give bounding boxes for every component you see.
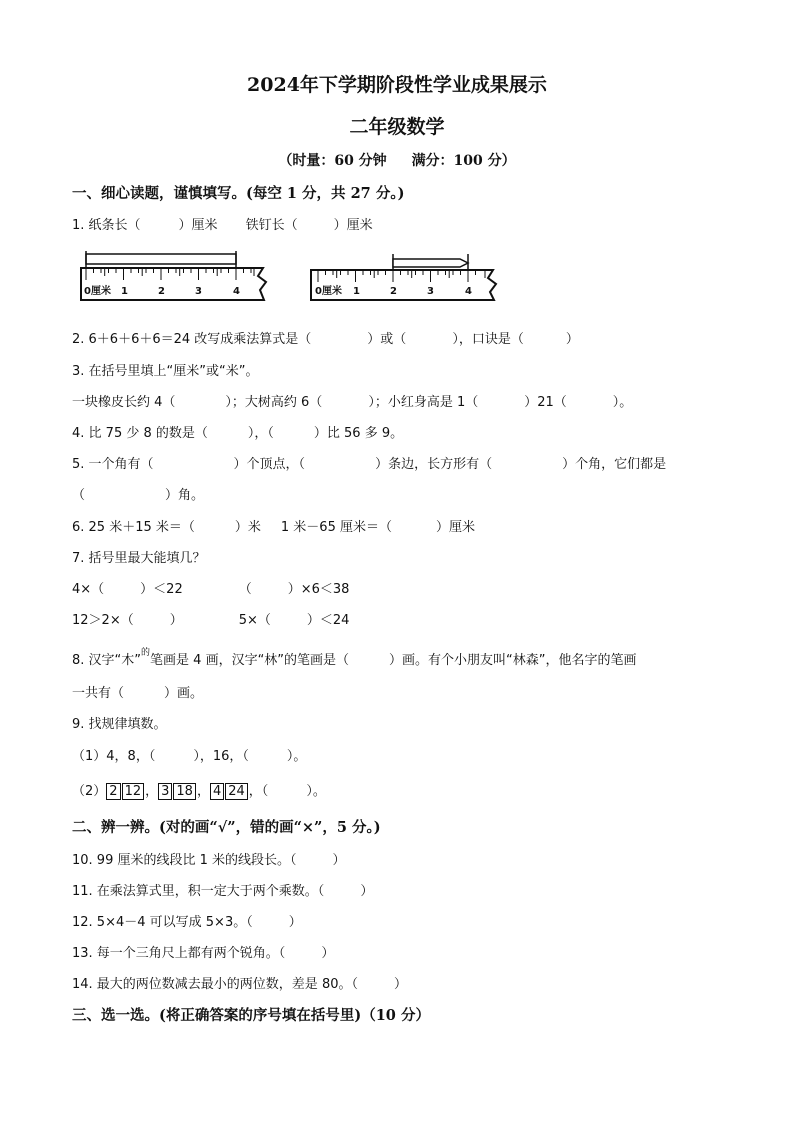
question-4: 4. 比 75 少 8 的数是（ ），（ ）比 56 多 9。: [72, 426, 404, 441]
question-5: 5. 一个角有（ ）个顶点，（ ）条边，长方形有（ ）个角，它们都是: [72, 457, 667, 472]
question-11: 11. 在乘法算式里，积一定大于两个乘数。（ ）: [72, 884, 374, 899]
box-number: 18: [173, 783, 196, 800]
ruler2-tick-4: 4: [465, 286, 472, 297]
ruler-nail: [308, 252, 503, 304]
ruler2-tick-0: 0厘米: [315, 286, 342, 297]
box-number: 4: [210, 783, 224, 800]
box-number: 24: [225, 783, 248, 800]
full-score: 满分：100 分）: [411, 153, 516, 169]
question-8-cont: 一共有（ ）画。: [72, 686, 204, 701]
question-9-part2: （2） 2 12 ， 3 18 ， 4 24 ，（ ）。: [72, 784, 326, 799]
exam-info: [0, 150, 794, 170]
time-limit: （时量：60 分钟: [278, 153, 387, 169]
question-10: 10. 99 厘米的线段比 1 米的线段长。（ ）: [72, 853, 346, 868]
ruler1-tick-0: 0厘米: [84, 286, 111, 297]
exam-subject: 二年级数学: [349, 116, 445, 138]
ruler2-tick-2: 2: [390, 286, 397, 297]
question-6: 6. 25 米＋15 米＝（ ）米 1 米－65 厘米＝（ ）厘米: [72, 520, 475, 535]
ruler1-tick-2: 2: [158, 286, 165, 297]
exam-title: 2024年下学期阶段性学业成果展示: [247, 74, 547, 96]
box-number: 3: [158, 783, 172, 800]
ruler2-tick-3: 3: [427, 286, 434, 297]
section-3-heading: 三、选一选。(将正确答案的序号填在括号里)（10 分）: [72, 1007, 430, 1024]
section-1-heading: 一、细心读题，谨慎填写。(每空 1 分，共 27 分。): [72, 185, 405, 202]
ruler1-tick-3: 3: [195, 286, 202, 297]
question-7-row1: 4×（ ）＜22 （ ）×6＜38: [72, 582, 350, 597]
question-13: 13. 每一个三角尺上都有两个锐角。（ ）: [72, 946, 335, 961]
question-7-title: 7. 括号里最大能填几？: [72, 551, 206, 566]
ruler2-tick-1: 1: [353, 286, 360, 297]
question-8: 8. 汉字“木”$^的$笔画是 4 画，汉字“林”的笔画是（ ）画。有个小朋友叫“林森”，他名字的笔画: [72, 648, 637, 668]
question-2: 2. 6＋6＋6＋6＝24 改写成乘法算式是（ ）或（ ），口诀是（ ）: [72, 332, 579, 347]
question-3-title: 3. 在括号里填上“厘米”或“米”。: [72, 364, 259, 379]
box-number: 2: [106, 783, 120, 800]
question-9-title: 9. 找规律填数。: [72, 717, 167, 732]
question-7-row2: 12＞2×（ ） 5×（ ）＜24: [72, 613, 350, 628]
question-14: 14. 最大的两位数减去最小的两位数，差是 80。（ ）: [72, 977, 407, 992]
question-1: 1. 纸条长（ ）厘米 铁钉长（ ）厘米: [72, 218, 373, 233]
paper-strip: [86, 254, 236, 264]
question-9-part1: （1）4，8，（ ），16，（ ）。: [72, 749, 307, 764]
iron-nail: [393, 259, 468, 267]
ruler1-tick-4: 4: [233, 286, 240, 297]
question-5-cont: （ ）角。: [72, 488, 205, 503]
ruler-paper-strip: [78, 248, 273, 304]
box-number: 12: [122, 783, 145, 800]
ruler1-tick-1: 1: [121, 286, 128, 297]
question-12: 12. 5×4－4 可以写成 5×3。（ ）: [72, 915, 302, 930]
question-3: 一块橡皮长约 4（ ）；大树高约 6（ ）；小红身高是 1（ ）21（ ）。: [72, 395, 633, 410]
section-2-heading: 二、辨一辨。(对的画“√”，错的画“×”，5 分。): [72, 819, 381, 836]
